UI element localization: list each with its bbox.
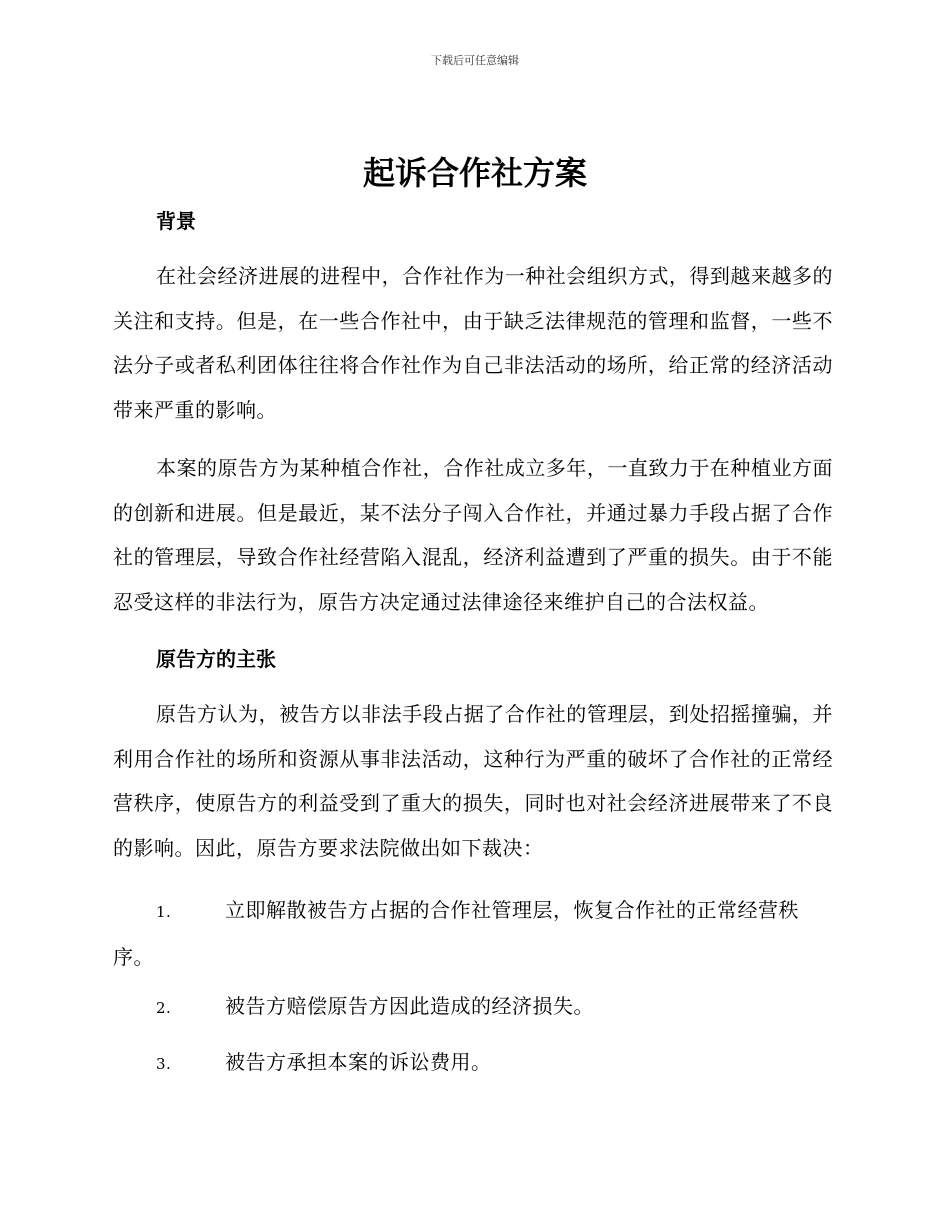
demands-list (113, 884, 833, 1091)
document-body (113, 200, 833, 1091)
claims-section (113, 638, 833, 1091)
list-item (113, 1035, 833, 1091)
list-item (113, 884, 833, 979)
document-title: 起诉合作社方案 (362, 154, 587, 192)
claims-paragraph: 原告方认为，被告方以非法手段占据了合作社的管理层，到处招摇撞骗，并利用合作社的场所和资源从事非法活动，这种行为严重的破坏了合作社的正常经营秩序，使原告方的利益受到了重大的损失，同时也对社会经济进展带来了不良的影响。因此，原告方要求法院做出如下裁决： (113, 702, 833, 860)
list-item-text: 立即解散被告方占据的合作社管理层，恢复合作社的正常经营秩序。 (113, 898, 799, 969)
background-paragraph-2: 本案的原告方为某种植合作社，合作社成立多年，一直致力于在种植业方面的创新和进展。但是最近，某不法分子闯入合作社，并通过暴力手段占据了合作社的管理层，导致合作社经营陷入混乱，经济利益遭到了严重的损失。由于不能忍受这样的非法行为，原告方决定通过法律途径来维护自己的合法权益。 (113, 456, 833, 614)
section-heading-claims: 原告方的主张 (156, 647, 276, 671)
list-item-number: 3. (156, 1055, 172, 1073)
page-header: 下载后可任意编辑 (431, 54, 519, 67)
background-paragraph-1: 在社会经济进展的进程中，合作社作为一种社会组织方式，得到越来越多的关注和支持。但是，在一些合作社中，由于缺乏法律规范的管理和监督，一些不法分子或者私利团体往往将合作社作为自己非法活动的场所，给正常的经济活动带来严重的影响。 (113, 264, 833, 422)
list-item-number: 2. (156, 999, 172, 1017)
list-item-text: 被告方赔偿原告方因此造成的经济损失。 (225, 994, 594, 1018)
list-item (113, 979, 833, 1035)
list-item-text: 被告方承担本案的诉讼费用。 (225, 1050, 492, 1074)
list-item-number: 1. (156, 903, 172, 921)
section-heading-background: 背景 (156, 209, 196, 233)
background-section (113, 200, 833, 638)
